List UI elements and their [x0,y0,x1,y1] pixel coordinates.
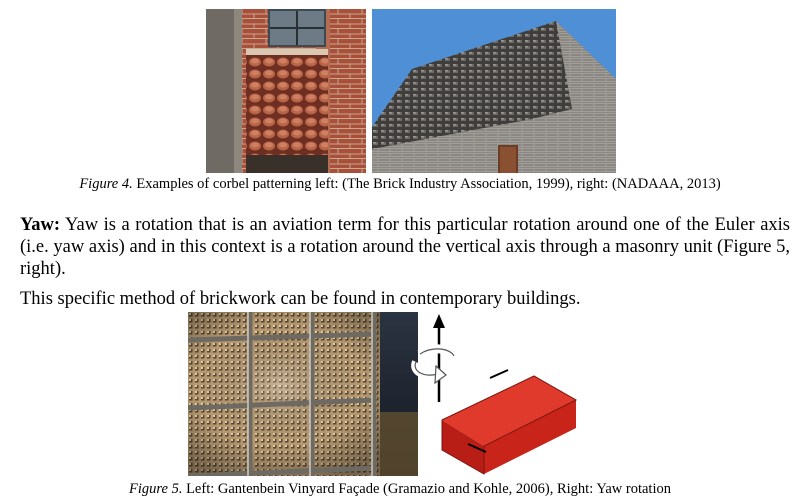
figure4-left-photo [206,9,366,173]
figure4-label: Figure 4. [79,176,133,192]
figure4-caption-text: Examples of corbel patterning left: (The Brick Industry Association, 1999), right: (NADAAA, 2013) [132,176,721,192]
figure5-label: Figure 5. [129,481,183,497]
yaw-paragraph-text: Yaw is a rotation that is an aviation term for this particular rotation around one of the Euler axis (i.e. yaw axis) and in this context is a rotation around the vertical axis through a masonry unit (Figure 5, right). [20,215,790,279]
rotation-arrow-icon [415,349,454,383]
red-brick-block [442,370,576,474]
yaw-paragraph [20,214,790,280]
figure4-right-photo [372,9,616,173]
figure4-caption [0,176,800,193]
figure5-caption-text: Left: Gantenbein Vinyard Façade (Gramazio and Kohle, 2006), Right: Yaw rotation [182,481,671,497]
figure5-right-diagram [380,312,610,476]
yaw-term: Yaw: [20,215,61,235]
contemporary-buildings-sentence: This specific method of brickwork can be found in contemporary buildings. [20,289,581,309]
vertical-axis-arrow-icon [433,314,445,402]
figure5-caption [0,481,800,498]
